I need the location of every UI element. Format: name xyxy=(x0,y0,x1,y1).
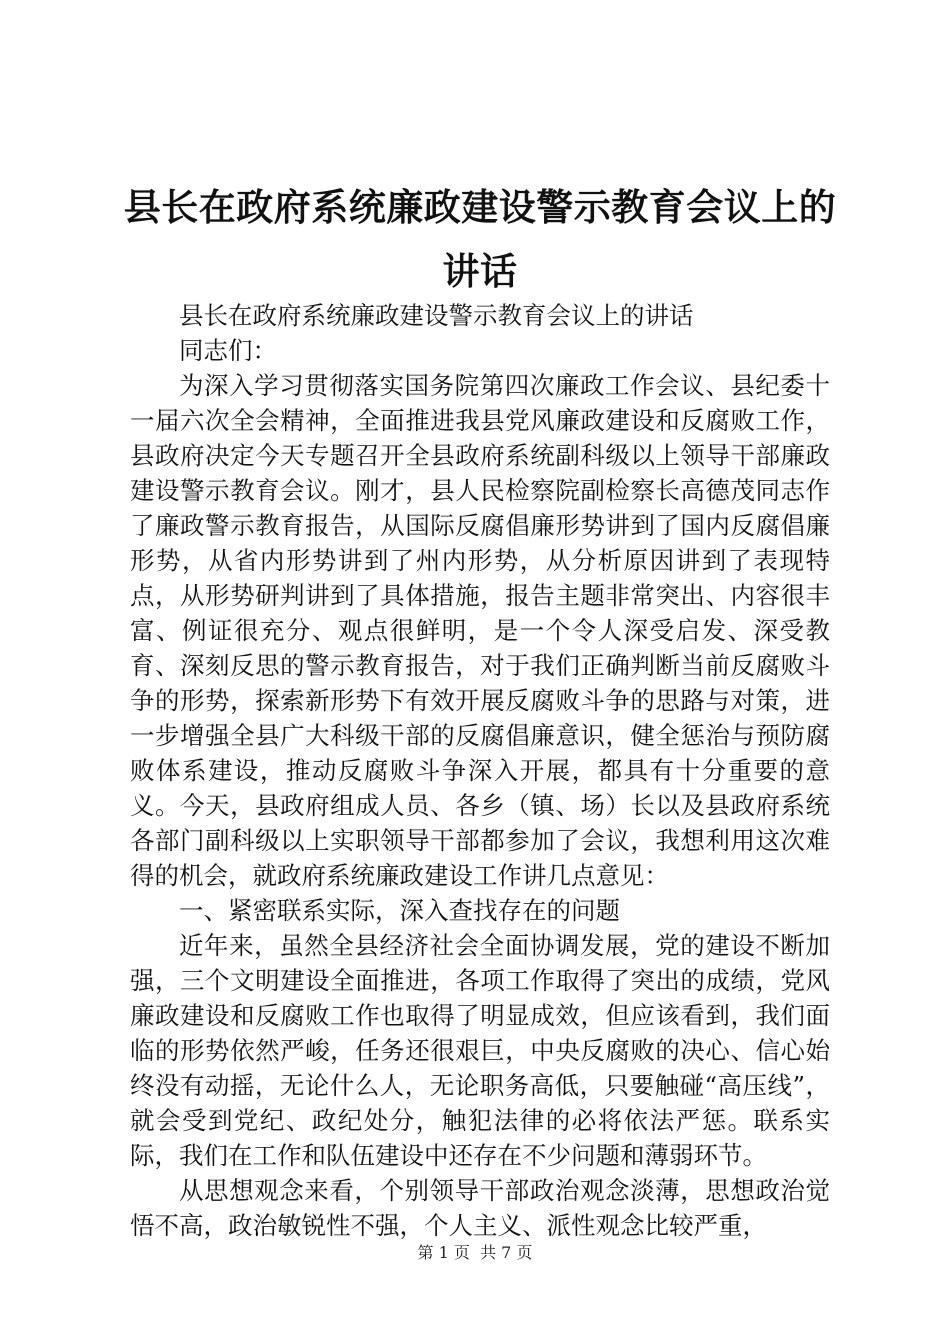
body-paragraph: 近年来，虽然全县经济社会全面协调发展，党的建设不断加强，三个文明建设全面推进，各项工作取得了突出的成绩，党风廉政建设和反腐败工作也取得了明显成效，但应该看到，我们面临的形势依然严峻，任务还很艰巨，中央反腐败的决心、信心始终没有动摇，无论什么人，无论职务高低，只要触碰“高压线”，就会受到党纪、政纪处分，触犯法律的必将依法严惩。联系实际，我们在工作和队伍建设中还存在不少问题和薄弱环节。 xyxy=(130,931,830,1170)
section-heading: 一、紧密联系实际，深入查找存在的问题 xyxy=(179,896,620,925)
body-paragraph: 从思想观念来看，个别领导干部政治观念淡薄，思想政治觉悟不高，政治敏锐性不强，个人主义、派性观念比较严重， xyxy=(130,1176,830,1240)
page-number-label: 第 1 页 共 7 页 xyxy=(417,1243,533,1262)
salutation-paragraph: 同志们： xyxy=(179,336,277,365)
document-body xyxy=(130,298,830,1243)
document-title: 县长在政府系统廉政建设警示教育会议上的讲话 xyxy=(123,186,837,293)
subtitle-paragraph: 县长在政府系统廉政建设警示教育会议上的讲话 xyxy=(179,301,694,330)
page-footer xyxy=(0,1242,950,1264)
intro-paragraph: 为深入学习贯彻落实国务院第四次廉政工作会议、县纪委十一届六次全会精神，全面推进我县党风廉政建设和反腐败工作，县政府决定今天专题召开全县政府系统副科级以上领导干部廉政建设警示教育会议。刚才，县人民检察院副检察长高德茂同志作了廉政警示教育报告，从国际反腐倡廉形势讲到了国内反腐倡廉形势，从省内形势讲到了州内形势，从分析原因讲到了表现特点，从形势研判讲到了具体措施，报告主题非常突出、内容很丰富、例证很充分、观点很鲜明，是一个令人深受启发、深受教育、深刻反思的警示教育报告，对于我们正确判断当前反腐败斗争的形势，探索新形势下有效开展反腐败斗争的思路与对策，进一步增强全县广大科级干部的反腐倡廉意识，健全惩治与预防腐败体系建设，推动反腐败斗争深入开展，都具有十分重要的意义。今天，县政府组成人员、各乡（镇、场）长以及县政府系统各部门副科级以上实职领导干部都参加了会议，我想利用这次难得的机会，就政府系统廉政建设工作讲几点意见： xyxy=(130,371,830,890)
